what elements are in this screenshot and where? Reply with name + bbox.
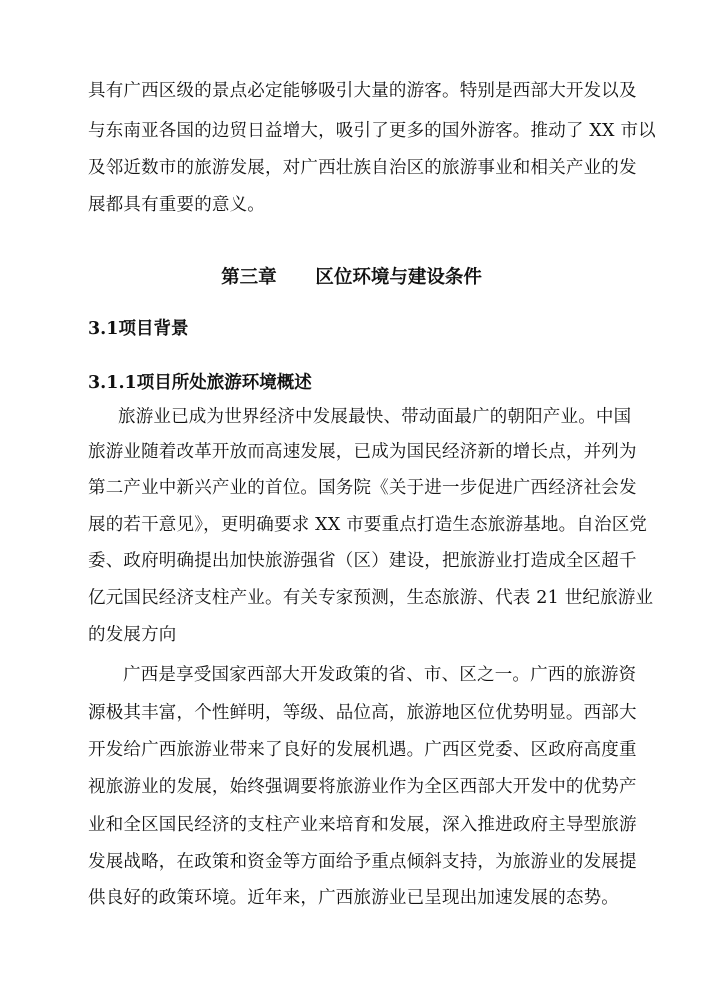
paragraph-1-line-5: 委、政府明确提出加快旅游强省（区）建设，把旅游业打造成全区超千 [88,551,637,571]
intro-line-4: 展都具有重要的意义。 [88,195,265,215]
section-heading: 3.1项目背景 [88,319,189,339]
intro-line-2: 与东南亚各国的边贸日益增大，吸引了更多的国外游客。推动了 XX 市以 [88,121,656,141]
subsection-heading: 3.1.1项目所处旅游环境概述 [88,373,312,393]
paragraph-1-line-4: 展的若干意见》，更明确要求 XX 市要重点打造生态旅游基地。自治区党 [88,515,648,535]
paragraph-2-line-7: 供良好的政策环境。近年来，广西旅游业已呈现出加速发展的态势。 [88,888,619,908]
paragraph-1-line-3: 第二产业中新兴产业的首位。国务院《关于进一步促进广西经济社会发 [88,478,637,498]
intro-line-3: 及邻近数市的旅游发展，对广西壮族自治区的旅游事业和相关产业的发 [88,158,637,178]
paragraph-1-line-1: 旅游业已成为世界经济中发展最快、带动面最广的朝阳产业。中国 [118,407,632,427]
paragraph-2-line-1: 广西是享受国家西部大开发政策的省、市、区之一。广西的旅游资 [123,665,637,685]
paragraph-2-line-2: 源极其丰富，个性鲜明，等级、品位高，旅游地区位优势明显。西部大 [88,703,637,723]
paragraph-2-line-4: 视旅游业的发展，始终强调要将旅游业作为全区西部大开发中的优势产 [88,777,637,797]
paragraph-2-line-5: 业和全区国民经济的支柱产业来培育和发展，深入推进政府主导型旅游 [88,815,637,835]
paragraph-2-line-3: 开发给广西旅游业带来了良好的发展机遇。广西区党委、区政府高度重 [88,740,637,760]
paragraph-1-line-7: 的发展方向 [88,625,177,645]
paragraph-1-line-6: 亿元国民经济支柱产业。有关专家预测，生态旅游、代表 21 世纪旅游业 [88,588,654,608]
intro-line-1: 具有广西区级的景点必定能够吸引大量的游客。特别是西部大开发以及 [88,81,637,101]
chapter-title: 第三章 区位环境与建设条件 [221,267,482,288]
paragraph-1-line-2: 旅游业随着改革开放而高速发展，已成为国民经济新的增长点，并列为 [88,442,637,462]
paragraph-2-line-6: 发展战略，在政策和资金等方面给予重点倾斜支持，为旅游业的发展提 [88,852,637,872]
